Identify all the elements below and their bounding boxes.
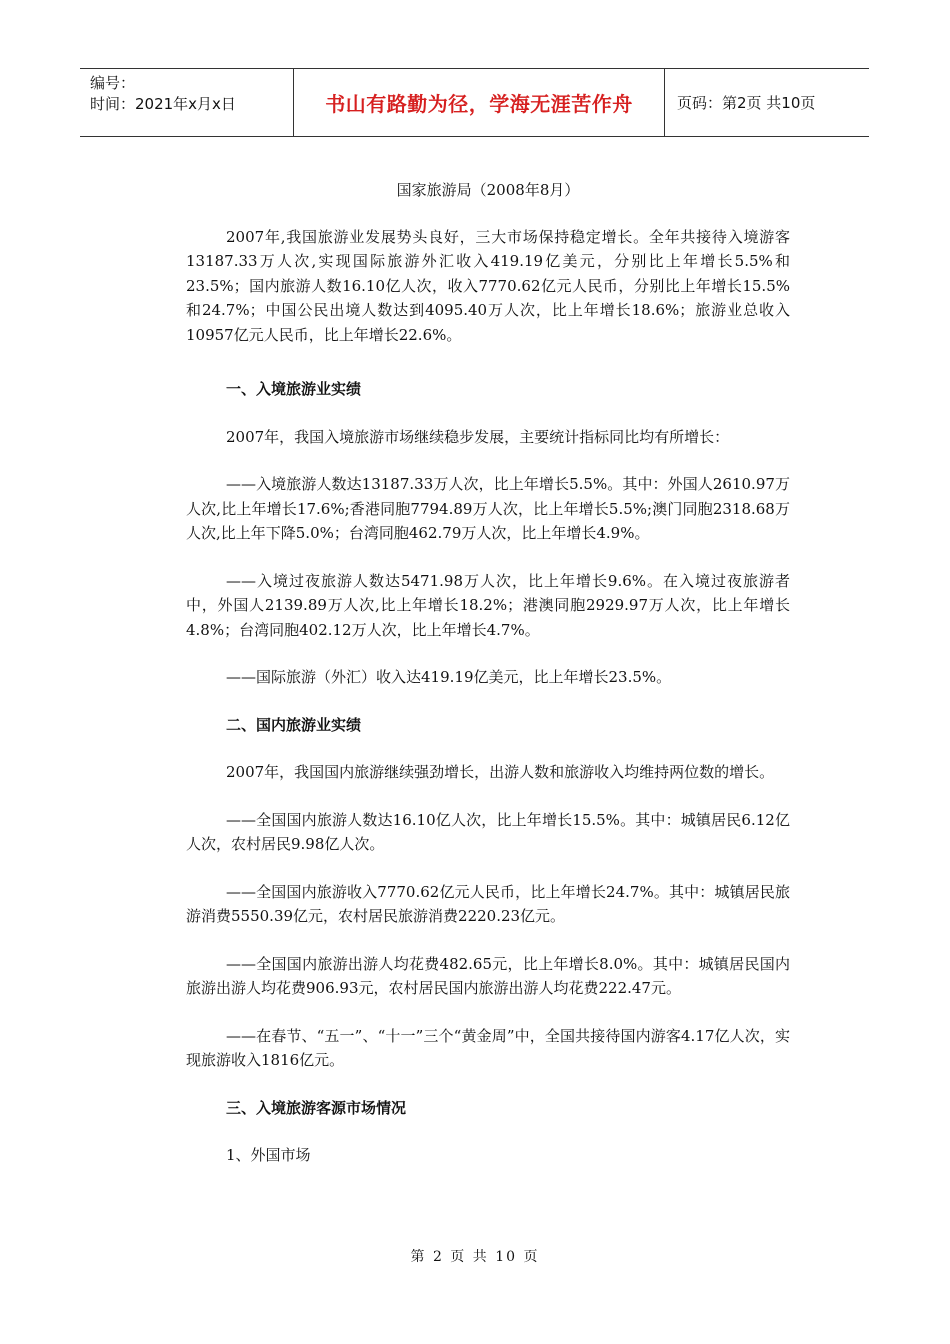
section-3-heading: 三、入境旅游客源市场情况 — [226, 1098, 407, 1117]
section-1-paragraph: ——入境过夜旅游人数达5471.98万人次，比上年增长9.6%。在入境过夜旅游者中，外国人2139.89万人次,比上年增长18.2%；港澳同胞2929.97万人次，比上年增长4.8%；台湾同胞402.12万人次，比上年增长4.7%。 — [186, 571, 790, 639]
document-source: 国家旅游局（2008年8月） — [396, 181, 580, 199]
intro-paragraph: 2007年,我国旅游业发展势头良好，三大市场保持稳定增长。全年共接待入境游客13187.33万人次,实现国际旅游外汇收入419.19亿美元，分别比上年增长5.5%和23.5%；国内旅游人数16.10亿人次，收入7770.62亿元人民币，分别比上年增长15.5%和24.7%；中国公民出境人数达到4095.40万人次，比上年增长18.6%；旅游业总收入10957亿元人民币，比上年增长22.6%。 — [186, 227, 790, 344]
section-1-paragraph: 2007年，我国入境旅游市场继续稳步发展，主要统计指标同比均有所增长： — [226, 427, 730, 446]
section-2-paragraph: ——在春节、“五一”、“十一”三个“黄金周”中，全国共接待国内游客4.17亿人次，实现旅游收入1816亿元。 — [186, 1026, 790, 1069]
section-1-paragraph: ——入境旅游人数达13187.33万人次，比上年增长5.5%。其中：外国人2610.97万人次,比上年增长17.6%;香港同胞7794.89万人次，比上年增长5.5%;澳门同胞2318.68万人次,比上年下降5.0%；台湾同胞462.79万人次，比上年增长4.9%。 — [186, 475, 790, 542]
page-header — [80, 68, 869, 137]
time-label: 时间：2021年x月x日 — [90, 95, 236, 113]
section-3-subheading: 1、外国市场 — [226, 1146, 311, 1164]
header-motto: 书山有路勤为径，学海无涯苦作舟 — [293, 69, 665, 136]
page-footer: 第 2 页 共 10 页 — [410, 1249, 540, 1265]
section-2-paragraph: ——全国国内旅游收入7770.62亿元人民币，比上年增长24.7%。其中：城镇居民旅游消费5550.39亿元，农村居民旅游消费2220.23亿元。 — [186, 882, 790, 925]
header-meta — [80, 69, 293, 136]
section-1-paragraph: ——国际旅游（外汇）收入达419.19亿美元，比上年增长23.5%。 — [226, 668, 672, 686]
section-2-paragraph: 2007年，我国国内旅游继续强劲增长，出游人数和旅游收入均维持两位数的增长。 — [226, 763, 775, 781]
section-1-heading: 一、入境旅游业实绩 — [226, 380, 362, 398]
section-2-heading: 二、国内旅游业实绩 — [226, 715, 362, 734]
section-2-paragraph: ——全国国内旅游人数达16.10亿人次，比上年增长15.5%。其中：城镇居民6.12亿人次，农村居民9.98亿人次。 — [186, 810, 790, 853]
header-page-label: 页码：第2页 共10页 — [677, 94, 816, 112]
document-body — [186, 178, 790, 1168]
serial-label: 编号： — [90, 74, 136, 92]
section-2-paragraph: ——全国国内旅游出游人均花费482.65元，比上年增长8.0%。其中：城镇居民国内旅游出游人均花费906.93元，农村居民国内旅游出游人均花费222.47元。 — [186, 954, 790, 997]
